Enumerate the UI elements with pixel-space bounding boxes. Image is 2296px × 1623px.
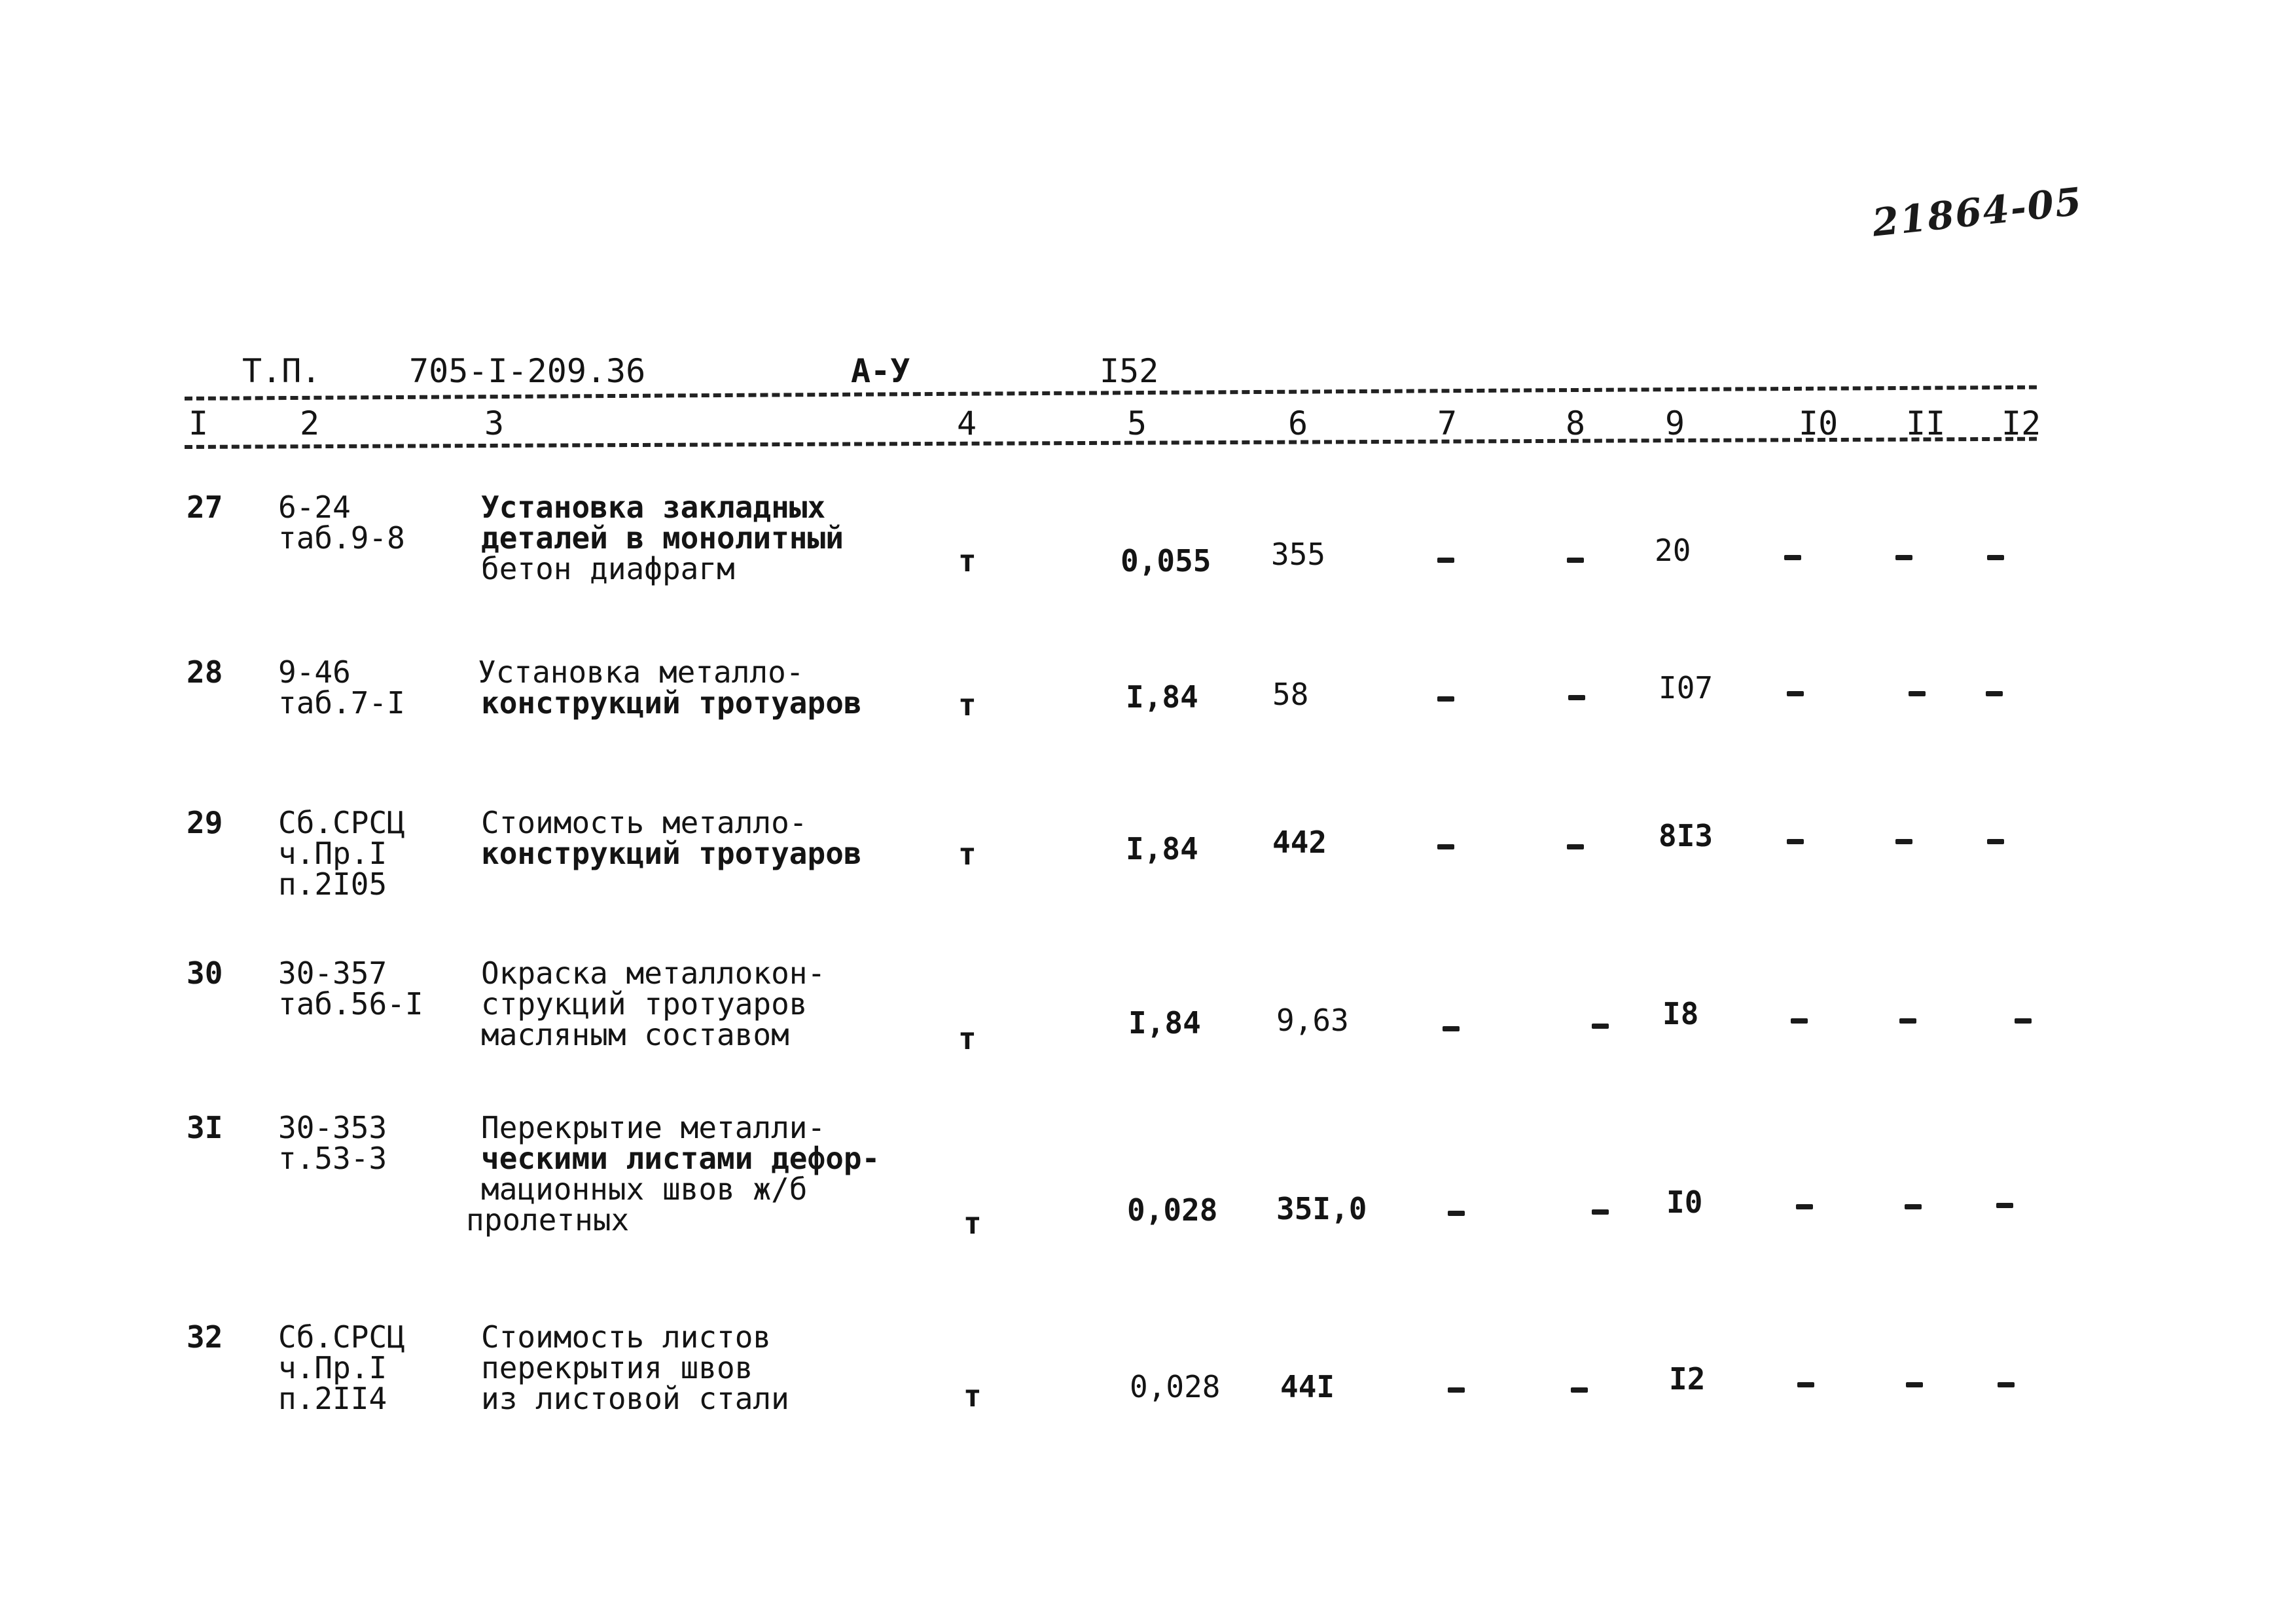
norm-code-line: п.2II4 <box>278 1381 387 1416</box>
sheet-mark: А-У <box>851 352 910 390</box>
row-number: 28 <box>187 654 223 690</box>
column-number: I <box>188 404 209 442</box>
dash-mark-col7 <box>1437 844 1454 849</box>
description-line: пролетных <box>466 1202 630 1238</box>
norm-code-line: ч.Пр.I <box>278 1350 387 1385</box>
dash-mark-col10 <box>1784 555 1801 560</box>
description-line: Окраска металлокон- <box>481 955 826 991</box>
unit: т <box>963 1205 982 1241</box>
description-line: бетон диафрагм <box>481 551 735 586</box>
unit: т <box>963 1378 982 1414</box>
col9-value: 8I3 <box>1659 818 1713 853</box>
col9-value: I0 <box>1666 1185 1703 1220</box>
column-number: 2 <box>300 404 320 442</box>
description-line: Стоимость листов <box>481 1319 772 1355</box>
norm-code-line: п.2I05 <box>278 866 387 902</box>
dash-mark-col12 <box>1996 1203 2013 1208</box>
norm-code-line: таб.7-I <box>278 685 405 721</box>
row-number: 30 <box>187 955 223 991</box>
col9-value: I07 <box>1659 670 1713 705</box>
column-number: 8 <box>1566 404 1586 442</box>
norm-code-line: 6-24 <box>278 490 351 525</box>
dash-mark-col10 <box>1787 691 1804 696</box>
row-number: 27 <box>187 490 223 525</box>
description-line: Установка металло- <box>478 654 804 690</box>
col9-value: 20 <box>1655 533 1691 568</box>
norm-code-line: Сб.СРСЦ <box>278 1319 405 1355</box>
quantity: 0,028 <box>1130 1369 1221 1404</box>
description-line: деталей в монолитный <box>481 520 844 556</box>
dash-mark-col11 <box>1905 1204 1922 1209</box>
column-number: 7 <box>1437 404 1458 442</box>
unit: т <box>958 1021 977 1056</box>
quantity: 0,055 <box>1121 543 1211 579</box>
dash-mark-col10 <box>1796 1204 1813 1209</box>
column-number: 6 <box>1288 404 1308 442</box>
description-line: Установка закладных <box>481 490 826 525</box>
dash-mark-col7 <box>1448 1387 1465 1393</box>
dash-mark-col10 <box>1797 1382 1814 1387</box>
dash-mark-col7 <box>1443 1026 1460 1031</box>
norm-code-line: таб.56-I <box>278 986 423 1022</box>
norm-code-line: 9-46 <box>278 654 351 690</box>
unit: т <box>958 543 977 579</box>
unit-price: 442 <box>1272 825 1327 860</box>
description-line: ческими листами дефор- <box>481 1141 880 1176</box>
dash-mark-col11 <box>1895 555 1912 560</box>
dash-mark-col12 <box>1987 555 2004 560</box>
unit-price: 9,63 <box>1276 1003 1349 1038</box>
description-line: Перекрытие металли- <box>481 1110 826 1145</box>
dash-mark-col12 <box>1986 691 2003 696</box>
dash-mark-col11 <box>1906 1382 1923 1387</box>
column-number: II <box>1906 404 1946 442</box>
quantity: 0,028 <box>1127 1192 1218 1228</box>
dash-mark-col11 <box>1899 1018 1916 1024</box>
description-line: струкций тротуаров <box>481 986 808 1022</box>
project-code: 705-I-209.36 <box>409 352 646 390</box>
description-line: Стоимость металло- <box>481 805 808 840</box>
dash-mark-col8 <box>1571 1387 1588 1393</box>
description-line: конструкций тротуаров <box>481 685 862 721</box>
dash-mark-col8 <box>1592 1024 1609 1029</box>
column-number: I2 <box>2001 404 2041 442</box>
description-line: конструкций тротуаров <box>481 836 862 871</box>
column-number: 5 <box>1127 404 1147 442</box>
col9-value: I2 <box>1669 1361 1706 1397</box>
unit: т <box>958 836 977 872</box>
quantity: I,84 <box>1126 831 1198 866</box>
unit-price: 355 <box>1271 537 1326 572</box>
row-number: 29 <box>187 805 223 840</box>
dash-mark-col12 <box>1987 839 2004 844</box>
column-number: I0 <box>1799 404 1839 442</box>
unit-price: 58 <box>1272 677 1309 712</box>
description-line: из листовой стали <box>481 1381 789 1416</box>
column-number: 4 <box>957 404 977 442</box>
dash-mark-col7 <box>1448 1211 1465 1216</box>
unit-price: 35I,0 <box>1276 1191 1367 1226</box>
unit: т <box>958 687 977 722</box>
dash-mark-col8 <box>1567 844 1584 849</box>
dash-mark-col8 <box>1567 558 1584 563</box>
dash-mark-col12 <box>1998 1382 2015 1387</box>
column-number: 9 <box>1665 404 1685 442</box>
norm-code-line: ч.Пр.I <box>278 836 387 871</box>
row-number: 3I <box>187 1110 223 1145</box>
norm-code-line: 30-357 <box>278 955 387 991</box>
quantity: I,84 <box>1128 1005 1201 1041</box>
dash-mark-col11 <box>1909 691 1926 696</box>
norm-code-line: 30-353 <box>278 1110 387 1145</box>
dash-mark-col10 <box>1791 1018 1808 1024</box>
column-number: 3 <box>484 404 505 442</box>
handwritten-document-number: 21864-05 <box>1870 179 2085 245</box>
dash-mark-col7 <box>1437 696 1454 702</box>
description-line: перекрытия швов <box>481 1350 753 1385</box>
description-line: масляным составом <box>481 1017 789 1052</box>
dash-mark-col8 <box>1568 695 1585 700</box>
quantity: I,84 <box>1126 679 1198 715</box>
col9-value: I8 <box>1662 996 1699 1031</box>
description-line: мационных швов ж/б <box>481 1171 808 1207</box>
dash-mark-col8 <box>1592 1209 1609 1215</box>
dash-mark-col7 <box>1437 558 1454 563</box>
dash-mark-col11 <box>1895 839 1912 844</box>
norm-code-line: Сб.СРСЦ <box>278 805 405 840</box>
norm-code-line: т.53-3 <box>278 1141 387 1176</box>
row-number: 32 <box>187 1319 223 1355</box>
dash-mark-col12 <box>2015 1018 2032 1024</box>
unit-price: 44I <box>1280 1369 1335 1404</box>
tp-label: Т.П. <box>242 352 321 390</box>
dash-mark-col10 <box>1787 839 1804 844</box>
page-number: I52 <box>1100 352 1159 390</box>
norm-code-line: таб.9-8 <box>278 520 405 556</box>
